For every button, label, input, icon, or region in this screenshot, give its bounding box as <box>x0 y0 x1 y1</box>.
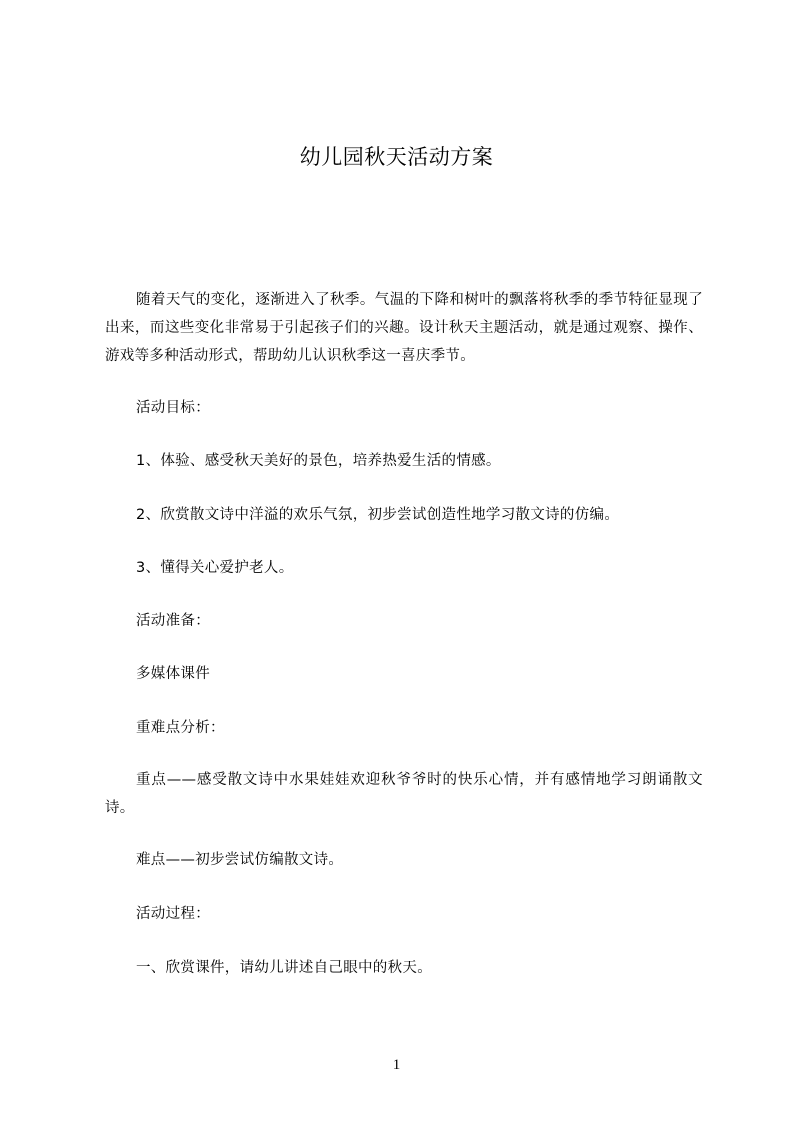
prep-heading: 活动准备： <box>136 613 210 629</box>
goals-heading: 活动目标： <box>136 400 210 416</box>
goal-item-3: 3、懂得关心爱护老人。 <box>136 560 294 576</box>
difficult-point: 难点——初步尝试仿编散文诗。 <box>136 852 344 868</box>
goal-item-2: 2、欣赏散文诗中洋溢的欢乐气氛，初步尝试创造性地学习散文诗的仿编。 <box>136 507 620 523</box>
process-heading: 活动过程： <box>136 906 210 922</box>
prep-item: 多媒体课件 <box>136 666 210 682</box>
intro-paragraph: 随着天气的变化，逐渐进入了秋季。气温的下降和树叶的飘落将秋季的季节特征显现了出来，而这些变化非常易于引起孩子们的兴趣。设计秋天主题活动，就是通过观察、操作、游戏等多种活动形式，帮助幼儿认识秋季这一喜庆季节。 <box>105 292 703 364</box>
goal-item-1: 1、体验、感受秋天美好的景色，培养热爱生活的情感。 <box>136 453 501 469</box>
key-point-paragraph: 重点——感受散文诗中水果娃娃欢迎秋爷爷时的快乐心情，并有感情地学习朗诵散文诗。 <box>105 772 703 816</box>
document-title: 幼儿园秋天活动方案 <box>299 145 494 169</box>
process-step-1: 一、欣赏课件，请幼儿讲述自己眼中的秋天。 <box>136 960 432 976</box>
page-number: 1 <box>392 1057 401 1073</box>
analysis-heading: 重难点分析： <box>136 720 225 736</box>
